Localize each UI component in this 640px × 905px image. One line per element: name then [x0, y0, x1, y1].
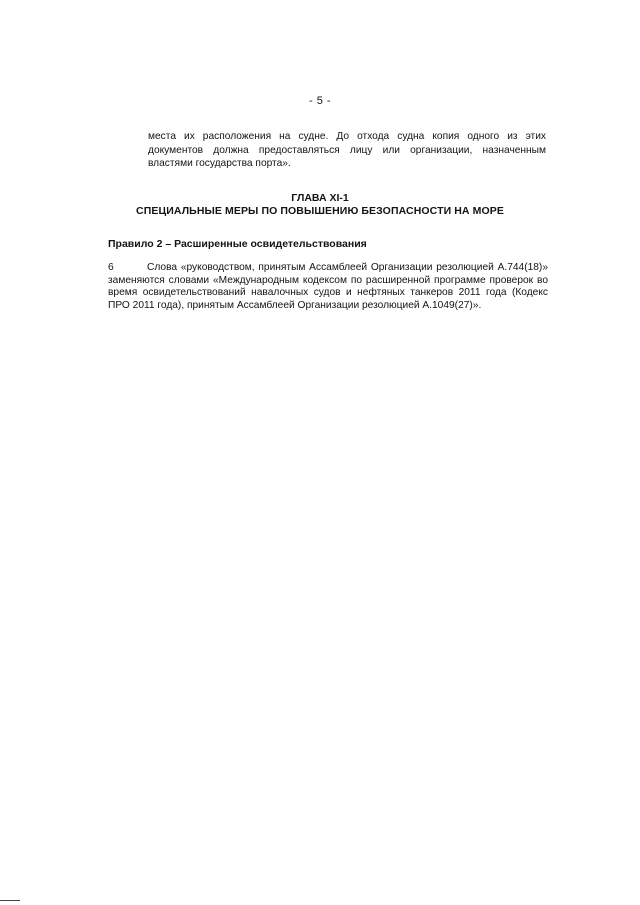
page-number: - 5 -	[308, 95, 332, 107]
chapter-subtitle: СПЕЦИАЛЬНЫЕ МЕРЫ ПО ПОВЫШЕНИЮ БЕЗОПАСНОСТИ НА МОРЕ	[136, 205, 504, 217]
paragraph-line: ПРО 2011 года), принятым Ассамблеей Организации резолюцией A.1049(27)».	[108, 299, 482, 311]
continuation-line: документов должна предоставляться лицу или организации, назначенным	[148, 144, 546, 156]
chapter-title: ГЛАВА XI-1	[291, 192, 349, 204]
chapter-heading	[0, 192, 640, 218]
rule-heading: Правило 2 – Расширенные освидетельствования	[108, 238, 367, 250]
paragraph-line: заменяются словами «Международным кодексом по расширенной программе проверок во	[108, 274, 548, 286]
continuation-line: места их расположения на судне. До отхода судна копия одного из этих	[148, 131, 546, 142]
paragraph-line: время освидетельствований навалочных судов и нефтяных танкеров 2011 года (Кодекс	[108, 287, 548, 299]
paragraph-first-line	[108, 262, 548, 275]
footer-divider	[0, 900, 20, 901]
amendment-paragraph	[108, 262, 548, 312]
continuation-line: властями государства порта».	[148, 158, 291, 169]
continuation-paragraph	[148, 130, 546, 171]
paragraph-number: 6	[108, 262, 114, 273]
paragraph-line: Слова «руководством, принятым Ассамблеей Организации резолюцией A.744(18)»	[147, 262, 548, 273]
